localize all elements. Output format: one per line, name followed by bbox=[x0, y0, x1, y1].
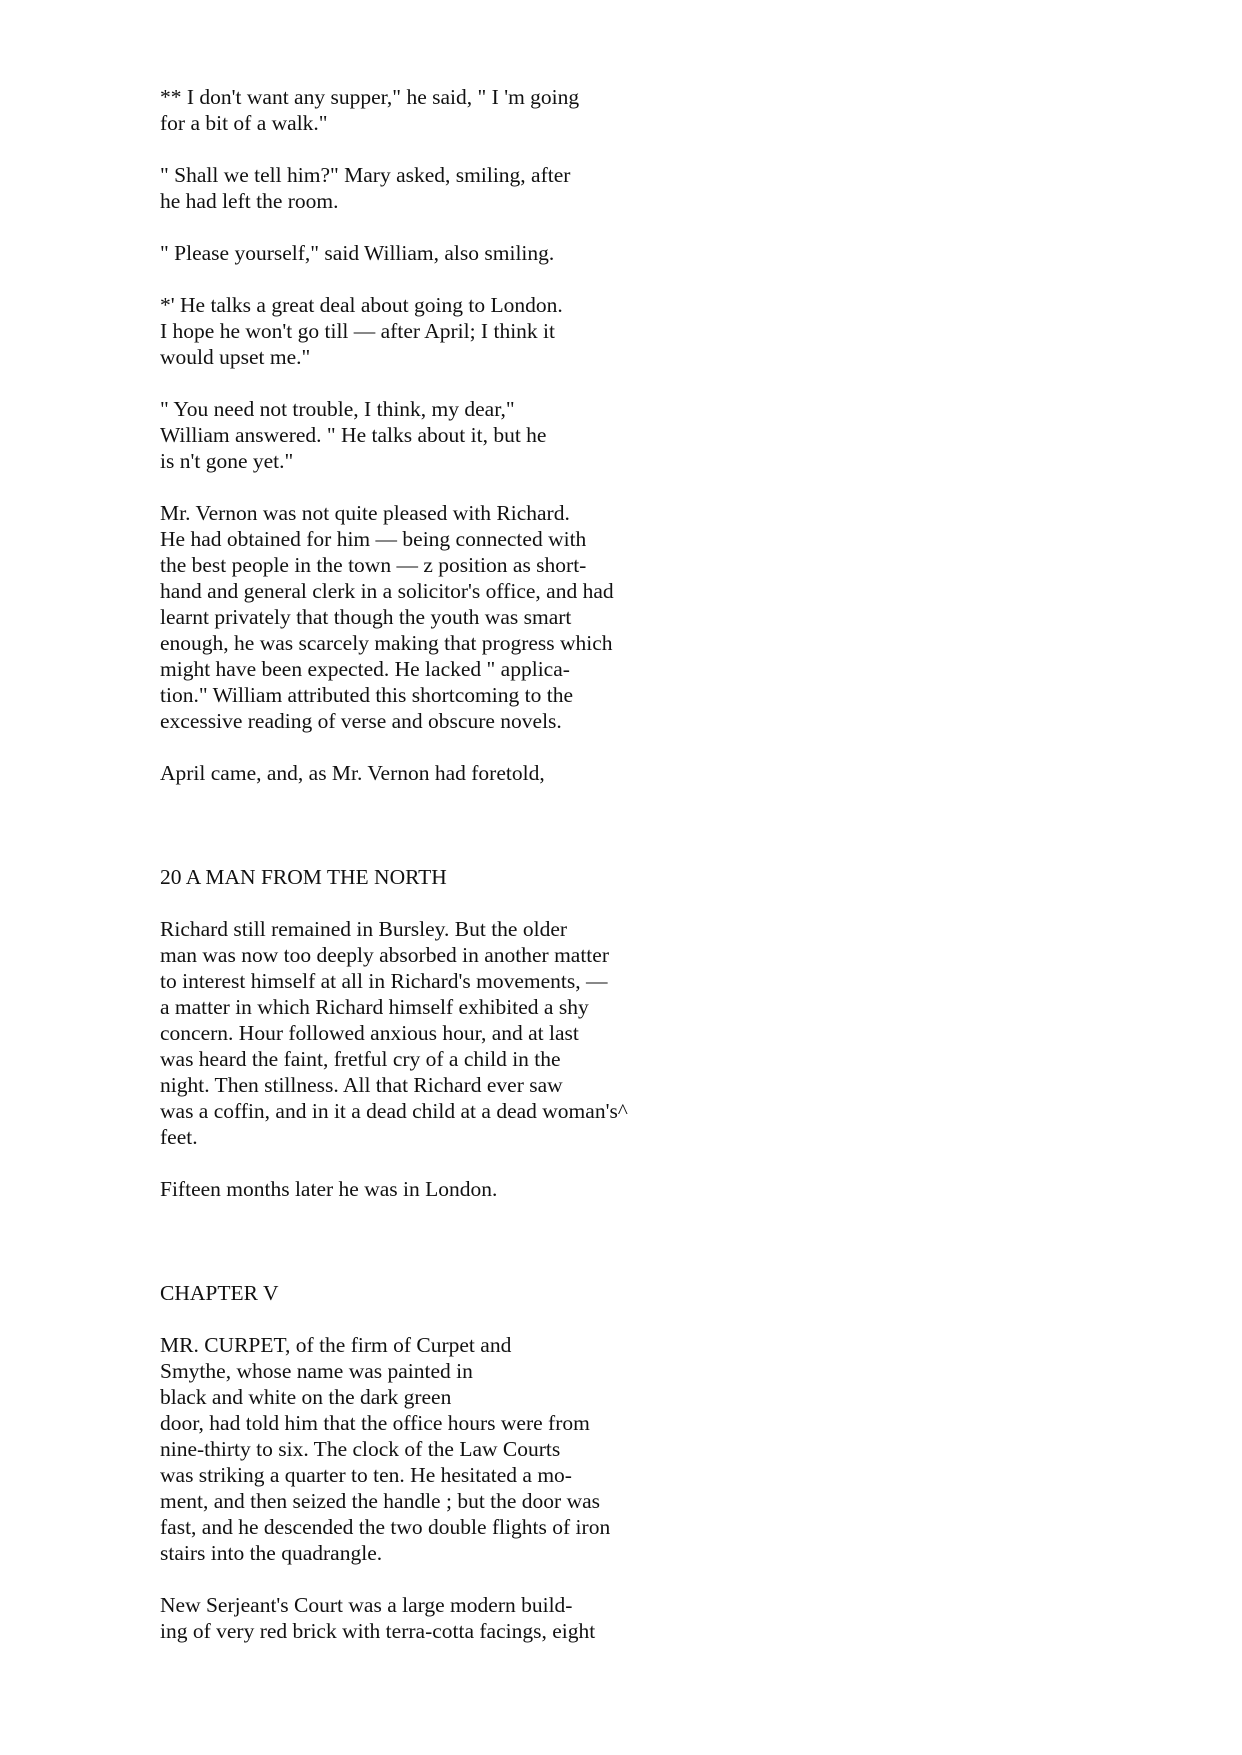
paragraph bbox=[160, 1592, 880, 1644]
text-line: ing of very red brick with terra-cotta facings, eight bbox=[160, 1619, 596, 1643]
document-page bbox=[160, 84, 880, 1670]
text-line: I hope he won't go till — after April; I think it bbox=[160, 319, 555, 343]
text-line: " Please yourself," said William, also smiling. bbox=[160, 241, 555, 265]
text-block-3 bbox=[160, 1332, 880, 1644]
text-line: is n't gone yet." bbox=[160, 449, 294, 473]
text-line: to interest himself at all in Richard's movements, — bbox=[160, 969, 608, 993]
paragraph bbox=[160, 1332, 880, 1566]
spacer bbox=[160, 1202, 880, 1280]
text-line: fast, and he descended the two double flights of iron bbox=[160, 1515, 611, 1539]
text-line: might have been expected. He lacked " applica- bbox=[160, 657, 570, 681]
text-line: New Serjeant's Court was a large modern build- bbox=[160, 1593, 573, 1617]
text-line: He had obtained for him — being connected with bbox=[160, 527, 587, 551]
text-line: stairs into the quadrangle. bbox=[160, 1541, 383, 1565]
text-line: William answered. " He talks about it, but he bbox=[160, 423, 547, 447]
paragraph bbox=[160, 396, 880, 474]
text-line: ment, and then seized the handle ; but the door was bbox=[160, 1489, 601, 1513]
text-line: he had left the room. bbox=[160, 189, 339, 213]
text-line: " You need not trouble, I think, my dear," bbox=[160, 397, 515, 421]
text-block-2 bbox=[160, 916, 880, 1202]
text-line: Smythe, whose name was painted in bbox=[160, 1359, 473, 1383]
text-line: enough, he was scarcely making that progress which bbox=[160, 631, 613, 655]
text-line: concern. Hour followed anxious hour, and at last bbox=[160, 1021, 579, 1045]
text-line: man was now too deeply absorbed in another matter bbox=[160, 943, 609, 967]
text-line: for a bit of a walk." bbox=[160, 111, 328, 135]
text-line: Richard still remained in Bursley. But the older bbox=[160, 917, 568, 941]
text-line: would upset me." bbox=[160, 345, 311, 369]
text-line: the best people in the town — z position as short- bbox=[160, 553, 587, 577]
paragraph bbox=[160, 240, 880, 266]
text-line: tion." William attributed this shortcoming to the bbox=[160, 683, 573, 707]
paragraph bbox=[160, 292, 880, 370]
text-line: *' He talks a great deal about going to London. bbox=[160, 293, 563, 317]
paragraph bbox=[160, 916, 880, 1150]
spacer bbox=[160, 786, 880, 864]
text-line: feet. bbox=[160, 1125, 198, 1149]
paragraph bbox=[160, 1176, 880, 1202]
chapter-heading: CHAPTER V bbox=[160, 1281, 279, 1305]
paragraph bbox=[160, 500, 880, 734]
paragraph bbox=[160, 84, 880, 136]
text-line: night. Then stillness. All that Richard ever saw bbox=[160, 1073, 563, 1097]
text-line: MR. CURPET, of the firm of Curpet and bbox=[160, 1333, 512, 1357]
text-line: hand and general clerk in a solicitor's office, and had bbox=[160, 579, 614, 603]
text-line: a matter in which Richard himself exhibited a shy bbox=[160, 995, 589, 1019]
text-line: excessive reading of verse and obscure novels. bbox=[160, 709, 562, 733]
text-line: Fifteen months later he was in London. bbox=[160, 1177, 498, 1201]
paragraph bbox=[160, 162, 880, 214]
text-line: learnt privately that though the youth was smart bbox=[160, 605, 572, 629]
text-line: black and white on the dark green bbox=[160, 1385, 452, 1409]
text-line: nine-thirty to six. The clock of the Law Courts bbox=[160, 1437, 561, 1461]
text-line: April came, and, as Mr. Vernon had foretold, bbox=[160, 761, 545, 785]
text-line: was striking a quarter to ten. He hesitated a mo- bbox=[160, 1463, 572, 1487]
text-line: " Shall we tell him?" Mary asked, smiling, after bbox=[160, 163, 571, 187]
running-header: 20 A MAN FROM THE NORTH bbox=[160, 865, 447, 889]
text-line: ** I don't want any supper," he said, " I 'm going bbox=[160, 85, 580, 109]
text-line: Mr. Vernon was not quite pleased with Richard. bbox=[160, 501, 570, 525]
text-line: door, had told him that the office hours were from bbox=[160, 1411, 590, 1435]
paragraph bbox=[160, 760, 880, 786]
text-block-1 bbox=[160, 84, 880, 786]
text-line: was a coffin, and in it a dead child at a dead woman's^ bbox=[160, 1099, 628, 1123]
text-line: was heard the faint, fretful cry of a child in the bbox=[160, 1047, 561, 1071]
